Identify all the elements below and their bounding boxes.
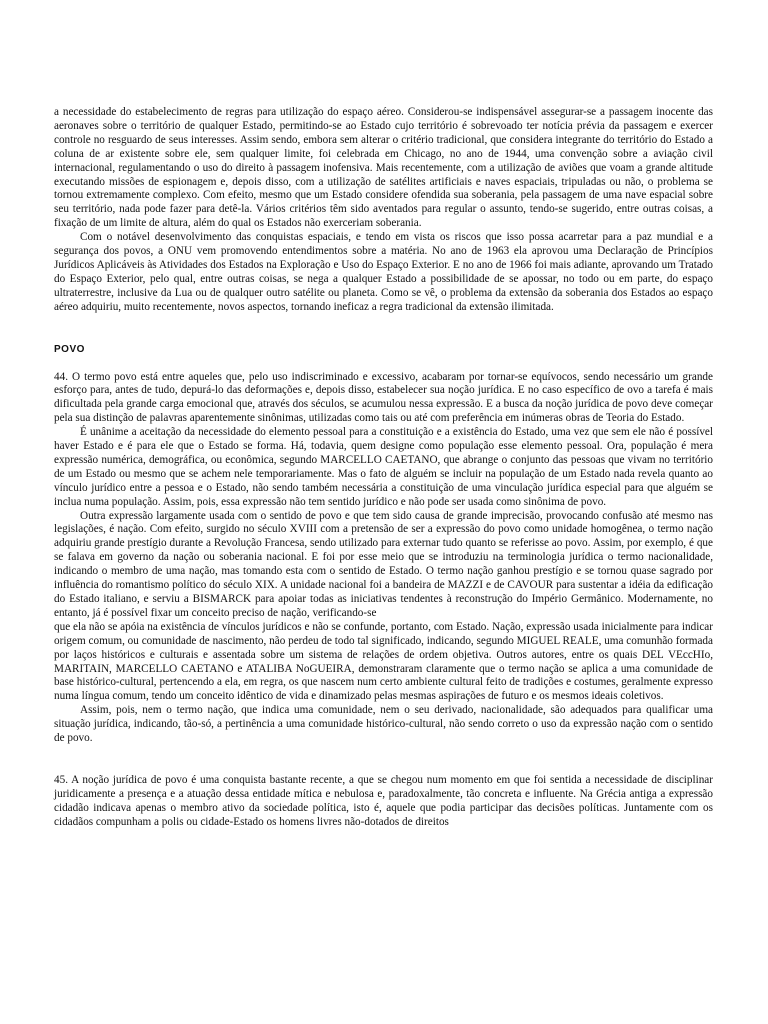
paragraph: É unânime a aceitação da necessidade do elemento pessoal para a constituição e a existência do Estado, uma vez que sem ele não é possível haver Estado e é para ele que o Estado se forma. Há, todavia, quem designe como população esse elemento pessoal. Ora, população é mera expressão numérica, demográfica, ou econômica, segundo MARCELLO CAETANO, que abrange o conjunto das pessoas que vivam no território de um Estado ou mesmo que se achem nele temporariamente. Mas o fato de alguém se incluir na população de um Estado nada revela quanto ao vínculo jurídico entre a pessoa e o Estado, não sendo também necessária a constituição de uma vinculação jurídica especial para que alguém se inclua numa população. Assim, pois, essa expressão não tem sentido jurídico e não pode ser usada como sinônima de povo. xyxy=(54,426,713,508)
paragraph: 44. O termo povo está entre aqueles que, pelo uso indiscriminado e excessivo, acabaram por tornar-se equívocos, sendo necessário um grande esforço para, antes de tudo, depurá-lo das deformações e, depois disso, estabelecer sua noção jurídica. E no caso específico de ovo a tarefa é mais dificultada pela grande carga emocional que, através dos séculos, se acumulou nessa expressão. E a busca da noção jurídica de povo deve começar pela sua distinção de palavras aparentemente sinônimas, utilizadas como tais ou até com preferência em inúmeras obras de Teoria do Estado. xyxy=(54,370,713,425)
paragraph: Com o notável desenvolvimento das conquistas espaciais, e tendo em vista os riscos que isso possa acarretar para a paz mundial e a segurança dos povos, a ONU vem promovendo entendimentos sobre a matéria. No ano de 1963 ela aprovou uma Declaração de Princípios Jurídicos Aplicáveis às Atividades dos Estados na Exploração e Uso do Espaço Exterior. E no ano de 1966 foi mais adiante, aprovando um Tratado do Espaço Exterior, pelo qual, entre outras coisas, se nega a qualquer Estado a possibilidade de se apossar, no todo ou em parte, do espaço ultraterrestre, inclusive da Lua ou de qualquer outro satélite ou planeta. Como se vê, o problema da extensão da soberania dos Estados ao espaço aéreo adquiriu, muito recentemente, novos aspectos, tornando ineficaz a regra tradicional da extensão ilimitada. xyxy=(54,231,713,313)
paragraph: Assim, pois, nem o termo nação, que indica uma comunidade, nem o seu derivado, nacionalidade, são adequados para qualificar uma situação jurídica, indicando, tão-só, a pertinência a uma comunidade histórico-cultural, não sendo correto o uso da expressão nação com o sentido de povo. xyxy=(54,704,713,745)
document-page xyxy=(54,106,713,830)
section-spacer xyxy=(54,357,713,371)
paragraph: 45. A noção jurídica de povo é uma conquista bastante recente, a que se chegou num momento em que foi sentida a necessidade de disciplinar juridicamente a presença e a atuação dessa entidade mítica e nebulosa e, paradoxalmente, tão concreta e influente. Na Grécia antiga a expressão cidadão indicava apenas o membro ativo da sociedade política, isto é, aquele que podia participar das decisões políticas. Juntamente com os cidadãos compunham a polis ou cidade-Estado os homens livres não-dotados de direitos xyxy=(54,773,713,828)
section-heading: POVO xyxy=(54,343,85,355)
paragraph: Outra expressão largamente usada com o sentido de povo e que tem sido causa de grande imprecisão, provocando confusão até mesmo nas legislações, é nação. Com efeito, surgido no século XVIII com a pretensão de ser a expressão do povo como unidade homogênea, o termo nação adquiriu grande prestígio durante a Revolução Francesa, sendo utilizado para externar tudo quanto se referisse ao povo. Assim, por exemplo, é que se falava em governo da nação ou soberania nacional. E foi por esse meio que se introduziu na terminologia jurídica o termo nacionalidade, indicando o membro de uma nação, mas tomando esta com o sentido de Estado. O termo nação ganhou prestígio e se tornou quase sagrado por influência do romantismo político do século XIX. A unidade nacional foi a bandeira de MAZZI e de CAVOUR para sustentar a idéia da edificação do Estado italiano, e serviu a BISMARCK para apoiar todas as iniciativas tendentes à reconstrução do Império Germânico. Modernamente, no entanto, já é possível fixar um conceito preciso de nação, verificando-se xyxy=(54,509,713,619)
paragraph: a necessidade do estabelecimento de regras para utilização do espaço aéreo. Considerou-se indispensável assegurar-se a passagem inocente das aeronaves sobre o território de qualquer Estado, permitindo-se ao Estado cujo território é sobrevoado ter notícia prévia da passagem e exercer controle no resguardo de seus interesses. Assim sendo, embora sem alterar o critério tradicional, que considera integrante do território do Estado a coluna de ar existente sobre ele, sem qualquer limite, foi celebrada em Chicago, no ano de 1944, uma convenção sobre a aviação civil internacional, regulamentando o uso do direito à passagem inofensiva. Mais recentemente, com a utilização de aviões que voam a grande altitude executando missões de espionagem e, depois disso, com a utilização de satélites artificiais e naves espaciais, tripuladas ou não, o problema se tornou extremamente complexo. Com efeito, mesmo que um Estado considere ofendida sua soberania, pela passagem de uma nave espacial sobre seu território, nada pode fazer para detê-la. Vários critérios têm sido aventados para regular o assunto, tendo-se sugerido, entre outras coisas, a fixação de um limite de altura, além do qual os Estados não exerceriam soberania. xyxy=(54,106,713,230)
paragraph: que ela não se apóia na existência de vínculos jurídicos e não se confunde, portanto, com Estado. Nação, expressão usada inicialmente para indicar origem comum, ou comunidade de nascimento, não perdeu de todo tal significado, indicando, segundo MIGUEL REALE, uma comunhão formada por laços históricos e culturais e assentada sobre um sistema de relações de ordem objetiva. Outros autores, entre os quais DEL VEccHIo, MARITAIN, MARCELLO CAETANO e ATALIBA NoGUEIRA, demonstraram claramente que o termo nação se aplica a uma comunidade de base histórico-cultural, pertencendo a ela, em regra, os que nascem num certo ambiente cultural feito de tradições e costumes, geralmente expresso numa língua comum, tendo um conceito idêntico de vida e dinamizado pelas mesmas aspirações de futuro e os mesmos ideais coletivos. xyxy=(54,620,713,703)
section-spacer xyxy=(54,315,713,343)
section-spacer xyxy=(54,746,713,774)
